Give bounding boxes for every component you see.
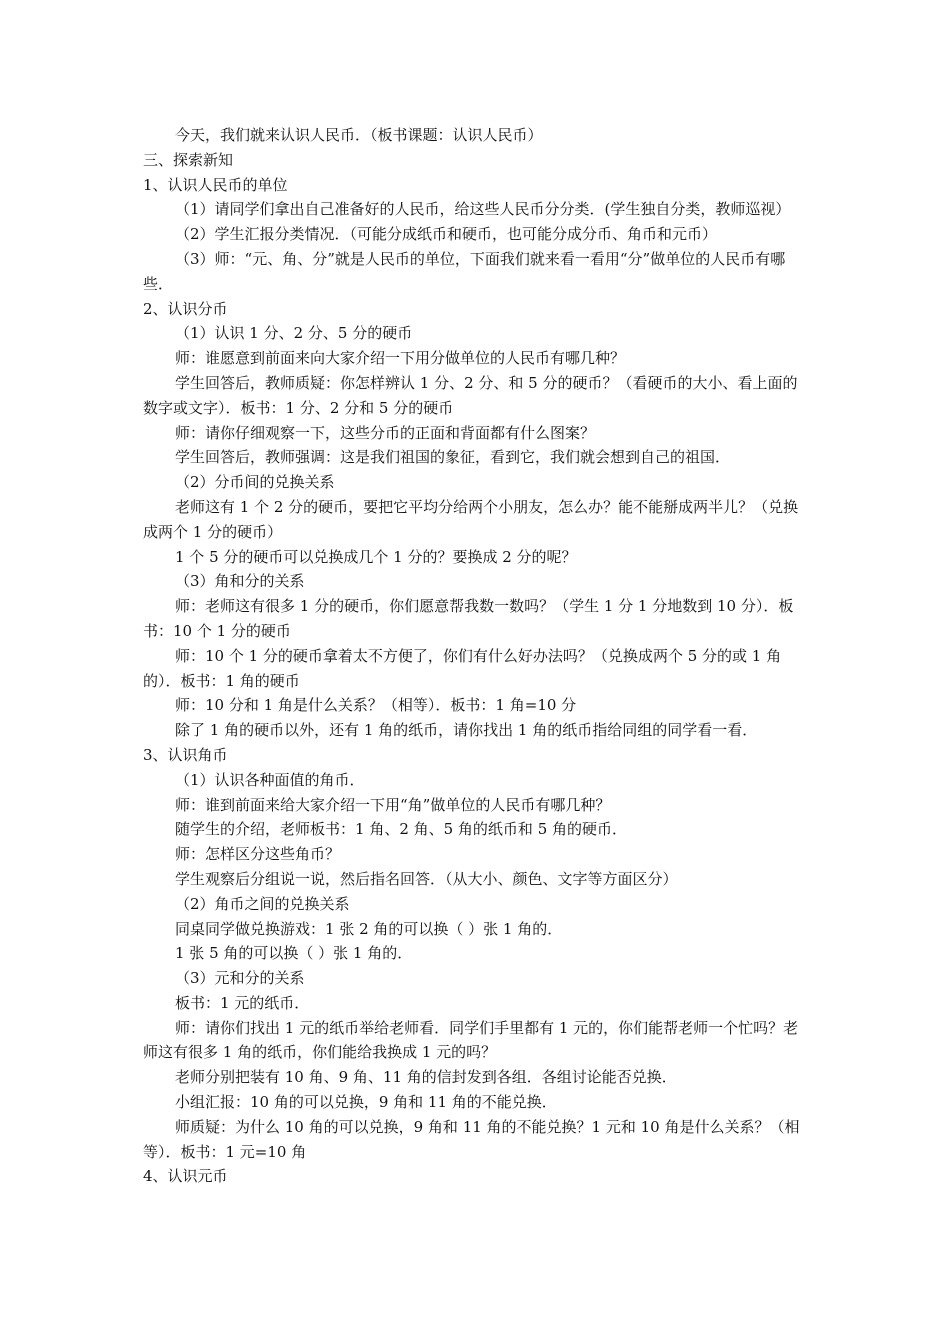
- paragraph: 师：10 分和 1 角是什么关系？（相等）．板书：1 角=10 分: [175, 696, 577, 715]
- paragraph: （1）认识 1 分、2 分、5 分的硬币: [175, 324, 413, 343]
- paragraph: 师质疑：为什么 10 角的可以兑换，9 角和 11 角的不能兑换？1 元和 10 角是什么关系？（相等）．板书：1 元=10 角: [143, 1117, 800, 1161]
- paragraph: （2）分币间的兑换关系: [175, 473, 335, 492]
- paragraph: （2）学生汇报分类情况．（可能分成纸币和硬币，也可能分成分币、角币和元币）: [175, 225, 718, 244]
- paragraph: 同桌同学做兑换游戏：1 张 2 角的可以换（ ）张 1 角的．: [175, 919, 563, 938]
- paragraph: （1）请同学们拿出自己准备好的人民币，给这些人民币分分类．(学生独自分类，教师巡视）: [175, 200, 791, 219]
- paragraph: 老师分别把装有 10 角、9 角、11 角的信封发到各组．各组讨论能否兑换．: [175, 1068, 677, 1087]
- paragraph: （3）角和分的关系: [175, 572, 305, 591]
- paragraph: 老师这有 1 个 2 分的硬币，要把它平均分给两个小朋友，怎么办？能不能掰成两半儿？（兑换成两个 1 分的硬币）: [143, 497, 799, 541]
- paragraph: 师：谁愿意到前面来向大家介绍一下用分做单位的人民币有哪几种？: [175, 349, 626, 368]
- paragraph: 学生回答后，教师强调：这是我们祖国的象征，看到它，我们就会想到自己的祖国．: [175, 448, 731, 467]
- subsection-heading: 4、认识元币: [143, 1167, 228, 1186]
- paragraph: 1 张 5 角的可以换（ ）张 1 角的．: [175, 944, 413, 963]
- paragraph: 今天，我们就来认识人民币．（板书课题：认识人民币）: [175, 126, 543, 144]
- paragraph: 师：10 个 1 分的硬币拿着太不方便了，你们有什么好办法吗？（兑换成两个 5 分的或 1 角的）．板书：1 角的硬币: [143, 646, 782, 690]
- paragraph: 小组汇报：10 角的可以兑换，9 角和 11 角的不能兑换．: [175, 1093, 557, 1112]
- paragraph: 师：请你仔细观察一下，这些分币的正面和背面都有什么图案？: [175, 423, 596, 442]
- paragraph: 师：怎样区分这些角币？: [175, 845, 341, 864]
- subsection-heading: 2、认识分币: [143, 299, 228, 318]
- paragraph: （3）元和分的关系: [175, 969, 305, 988]
- paragraph: 师：谁到前面来给大家介绍一下用“角”做单位的人民币有哪几种？: [175, 795, 611, 814]
- paragraph: 师：请你们找出 1 元的纸币举给老师看．同学们手里都有 1 元的，你们能帮老师一个忙吗？老师这有很多 1 角的纸币，你们能给我换成 1 元的吗？: [143, 1018, 799, 1062]
- paragraph: 学生回答后，教师质疑：你怎样辨认 1 分、2 分、和 5 分的硬币？（看硬币的大小、看上面的数字或文字）．板书：1 分、2 分和 5 分的硬币: [143, 373, 798, 417]
- paragraph: 除了 1 角的硬币以外，还有 1 角的纸币，请你找出 1 角的纸币指给同组的同学看一看．: [175, 721, 758, 740]
- section-heading: 三、探索新知: [143, 150, 234, 169]
- paragraph: 板书：1 元的纸币．: [175, 993, 310, 1012]
- document-body: [143, 123, 811, 1189]
- paragraph: 学生观察后分组说一说，然后指名回答．（从大小、颜色、文字等方面区分）: [175, 869, 678, 888]
- paragraph: 1 个 5 分的硬币可以兑换成几个 1 分的？要换成 2 分的呢？: [175, 547, 577, 566]
- subsection-heading: 1、认识人民币的单位: [143, 175, 288, 194]
- paragraph: 师：老师这有很多 1 分的硬币，你们愿意帮我数一数吗？（学生 1 分 1 分地数到 10 分）．板书：10 个 1 分的硬币: [143, 597, 794, 640]
- paragraph: 随学生的介绍，老师板书：1 角、2 角、5 角的纸币和 5 角的硬币．: [175, 820, 628, 839]
- paragraph: （2）角币之间的兑换关系: [175, 894, 350, 913]
- subsection-heading: 3、认识角币: [143, 745, 228, 764]
- paragraph: （3）师：“元、角、分”就是人民币的单位，下面我们就来看一看用“分”做单位的人民币有哪些．: [143, 249, 786, 293]
- paragraph: （1）认识各种面值的角币．: [175, 770, 365, 789]
